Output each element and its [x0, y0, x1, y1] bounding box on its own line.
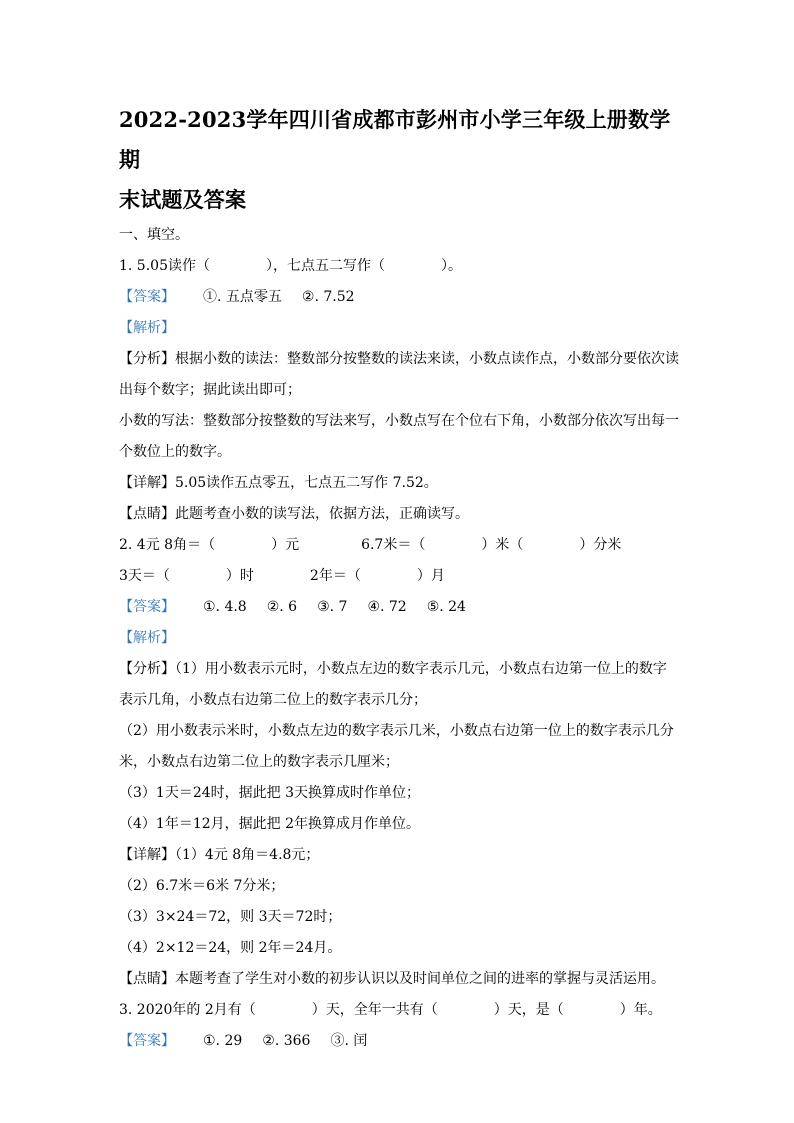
q2-xiangjie-1: （1）4元 8角＝4.8元；	[175, 847, 320, 863]
q1-xiangjie	[119, 468, 679, 499]
q3-answer-2: ②. 366	[262, 1033, 311, 1049]
q2-question-row2	[119, 561, 679, 592]
q2-fenxi	[119, 654, 679, 716]
q2-question-part2: 6.7米＝（ ）米（ ）分米	[361, 537, 622, 553]
q2-fenxi-tag: 【分析】	[119, 661, 175, 677]
q1-answer	[119, 282, 679, 313]
q1-xiangjie-tag: 【详解】	[119, 475, 175, 491]
q2-analysis-tag: 【解析】	[119, 630, 175, 646]
q2-xiangjie-2: （2）6.7米＝6米 7分米；	[119, 878, 285, 894]
q1-dianjing	[119, 499, 679, 530]
q1-question: 1. 5.05读作（ ），七点五二写作（ ）。	[119, 258, 462, 274]
q1-dianjing-tag: 【点睛】	[119, 506, 175, 522]
q2-fenxi-3: （3）1天＝24时，据此把 3天换算成时作单位；	[119, 785, 420, 801]
document-content	[119, 100, 679, 1057]
q1-fenxi-text: 根据小数的读法：整数部分按整数的读法来读，小数点读作点，小数部分要依次读出每个数字；据此读出即可；	[119, 351, 679, 398]
q2-dianjing-text: 本题考查了学生对小数的初步认识以及时间单位之间的进率的掌握与灵活运用。	[175, 971, 665, 987]
q2-xiangjie-tag: 【详解】	[119, 847, 175, 863]
q1-answer-2: ②. 7.52	[301, 289, 355, 305]
q2-dianjing	[119, 964, 679, 995]
q1-dianjing-text: 此题考查小数的读写法，依据方法，正确读写。	[175, 506, 469, 522]
q2-xiangjie-4: （4）2×12＝24，则 2年＝24月。	[119, 940, 342, 956]
q2-question-row1	[119, 530, 679, 561]
q1-fenxi-text2: 小数的写法：整数部分按整数的写法来写，小数点写在个位右下角，小数部分依次写出每一个数位上的数字。	[119, 413, 679, 460]
q2-answer-tag: 【答案】	[119, 599, 175, 615]
q3-answer-3: ③. 闰	[330, 1033, 368, 1049]
q2-dianjing-tag: 【点睛】	[119, 971, 175, 987]
q2-question-part4: 2年＝（ ）月	[309, 568, 445, 584]
q2-answer	[119, 592, 679, 623]
q2-xiangjie	[119, 840, 679, 871]
document-title-line2: 末试题及答案	[119, 187, 247, 212]
q3-answer-tag: 【答案】	[119, 1033, 175, 1049]
q1-fenxi-tag: 【分析】	[119, 351, 175, 367]
q2-fenxi-4: （4）1年＝12月，据此把 2年换算成月作单位。	[119, 816, 420, 832]
q3-answer-1: ①. 29	[203, 1033, 243, 1049]
document-title-line1: 2022-2023学年四川省成都市彭州市小学三年级上册数学期	[119, 107, 671, 172]
q2-answer-4: ④. 72	[367, 599, 407, 615]
q3-answer	[119, 1026, 679, 1057]
q2-question-part3: 3天＝（ ）时	[119, 568, 254, 584]
q1-fenxi	[119, 344, 679, 406]
q1-answer-1: ①. 五点零五	[203, 289, 282, 305]
section-heading: 一、填空。	[119, 227, 189, 243]
q2-answer-1: ①. 4.8	[203, 599, 247, 615]
q2-fenxi-2: （2）用小数表示米时，小数点左边的数字表示几米，小数点右边第一位上的数字表示几分米，小数点右边第二位上的数字表示几厘米；	[119, 723, 674, 770]
q1-analysis-tag: 【解析】	[119, 320, 175, 336]
q1-xiangjie-text: 5.05读作五点零五，七点五二写作 7.52。	[175, 475, 438, 491]
q3-question: 3. 2020年的 2月有（ ）天，全年一共有（ ）天，是（ ）年。	[119, 1002, 662, 1018]
q1-answer-tag: 【答案】	[119, 289, 175, 305]
q2-question-part1: 2. 4元 8角＝（ ）元	[119, 537, 300, 553]
q2-answer-2: ②. 6	[266, 599, 298, 615]
q2-xiangjie-3: （3）3×24＝72，则 3天＝72时；	[119, 909, 342, 925]
q2-answer-5: ⑤. 24	[426, 599, 466, 615]
q2-fenxi-text: （1）用小数表示元时，小数点左边的数字表示几元，小数点右边第一位上的数字表示几角，小数点右边第二位上的数字表示几分；	[119, 661, 667, 708]
q2-answer-3: ③. 7	[317, 599, 348, 615]
